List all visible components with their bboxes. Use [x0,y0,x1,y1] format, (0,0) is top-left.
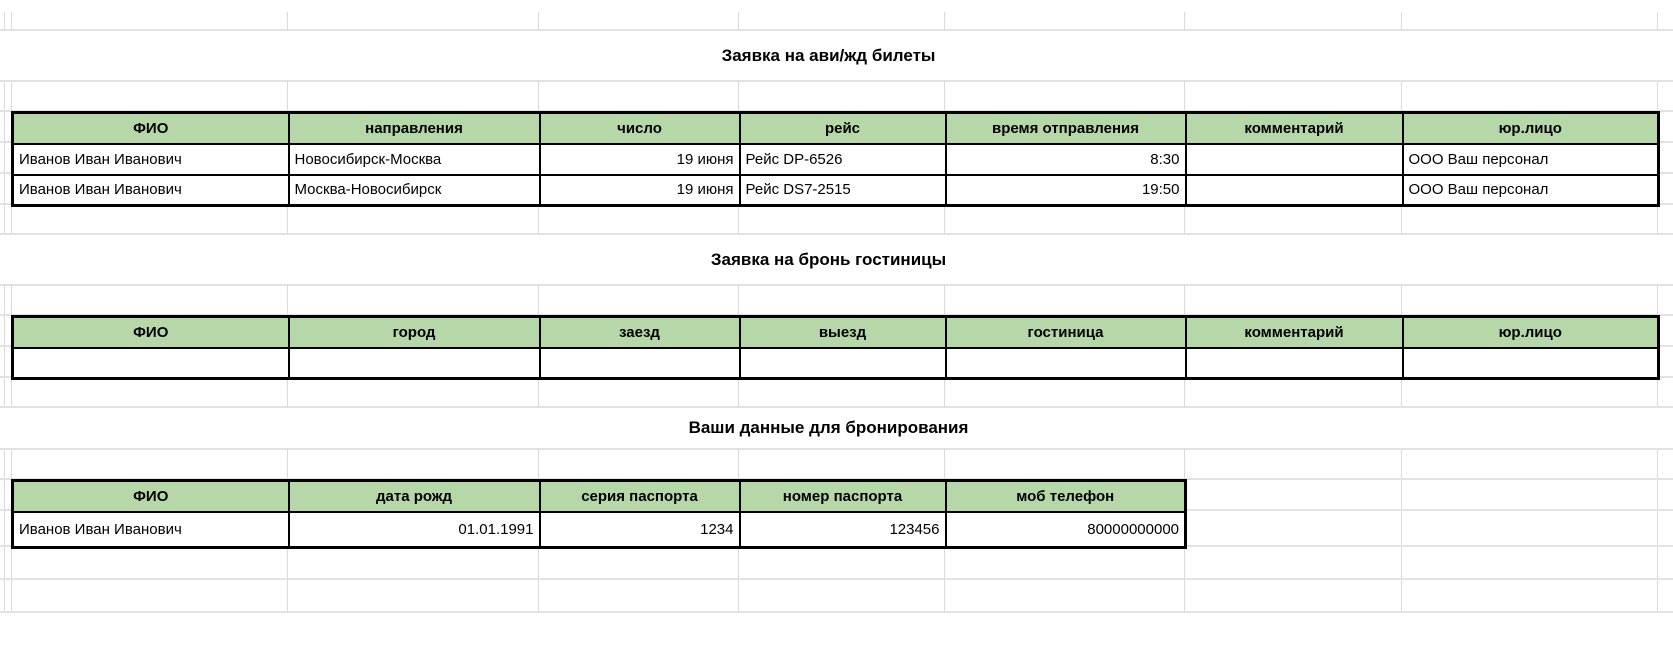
personal-data-table [11,479,1187,549]
table-cell[interactable]: 1234 [540,512,740,548]
table-cell[interactable]: 19:50 [946,175,1186,206]
gridline-vertical [944,12,945,30]
table-cell[interactable]: Иванов Иван Иванович [13,512,289,548]
table-cell[interactable]: ООО Ваш персонал [1403,144,1659,175]
table-cell[interactable]: 80000000000 [946,512,1186,548]
column-header[interactable]: ФИО [13,317,289,348]
column-header[interactable]: серия паспорта [540,481,740,512]
table-cell[interactable] [1186,175,1403,206]
table-cell[interactable]: Новосибирск-Москва [289,144,540,175]
column-header[interactable]: выезд [740,317,946,348]
gridline-vertical [1401,449,1402,612]
gridline-vertical [1657,12,1658,30]
column-header[interactable]: моб телефон [946,481,1186,512]
gridline-vertical [4,12,5,30]
column-header[interactable]: дата рожд [289,481,540,512]
table-cell[interactable]: Рейс DP-6526 [740,144,946,175]
table-cell[interactable]: 8:30 [946,144,1186,175]
gridline-vertical [11,12,12,30]
column-header[interactable]: ФИО [13,113,289,144]
table-cell[interactable]: 19 июня [540,144,740,175]
table-row [13,512,1186,548]
table-cell[interactable] [1186,144,1403,175]
column-header[interactable]: заезд [540,317,740,348]
column-header[interactable]: направления [289,113,540,144]
table-cell[interactable] [13,348,289,379]
table-cell[interactable]: 19 июня [540,175,740,206]
hotel-table [11,315,1660,380]
table-cell[interactable]: Москва-Новосибирск [289,175,540,206]
tickets-table [11,111,1660,207]
gridline-vertical [287,12,288,30]
table-cell[interactable] [540,348,740,379]
column-header[interactable]: время отправления [946,113,1186,144]
column-header[interactable]: рейс [740,113,946,144]
gridline-horizontal [0,611,1673,613]
column-header[interactable]: комментарий [1186,113,1403,144]
table-cell[interactable]: Иванов Иван Иванович [13,144,289,175]
gridline-vertical [538,12,539,30]
table-cell[interactable]: Иванов Иван Иванович [13,175,289,206]
table-cell[interactable] [289,348,540,379]
column-header[interactable]: юр.лицо [1403,317,1659,348]
section-title-tickets[interactable]: Заявка на ави/жд билеты [721,45,936,65]
column-header[interactable]: число [540,113,740,144]
section-title-personal[interactable]: Ваши данные для бронирования [688,418,969,437]
column-header[interactable]: номер паспорта [740,481,946,512]
column-header[interactable]: ФИО [13,481,289,512]
gridline-horizontal [0,578,1673,580]
column-header[interactable]: юр.лицо [1403,113,1659,144]
gridline-vertical [738,12,739,30]
column-header[interactable]: город [289,317,540,348]
column-header[interactable]: гостиница [946,317,1186,348]
table-cell[interactable] [1403,348,1659,379]
table-cell[interactable]: Рейс DS7-2515 [740,175,946,206]
table-cell[interactable]: ООО Ваш персонал [1403,175,1659,206]
table-row [13,348,1659,379]
table-cell[interactable] [1186,348,1403,379]
table-row [13,175,1659,206]
gridline-vertical [1184,12,1185,30]
gridline-vertical [1657,449,1658,612]
gridline-vertical [4,81,5,234]
table-cell[interactable] [946,348,1186,379]
table-cell[interactable] [740,348,946,379]
gridline-vertical [1401,12,1402,30]
gridline-vertical [4,449,5,612]
section-title-hotel[interactable]: Заявка на бронь гостиницы [710,249,947,269]
table-cell[interactable]: 01.01.1991 [289,512,540,548]
table-row [13,144,1659,175]
column-header[interactable]: комментарий [1186,317,1403,348]
table-cell[interactable]: 123456 [740,512,946,548]
